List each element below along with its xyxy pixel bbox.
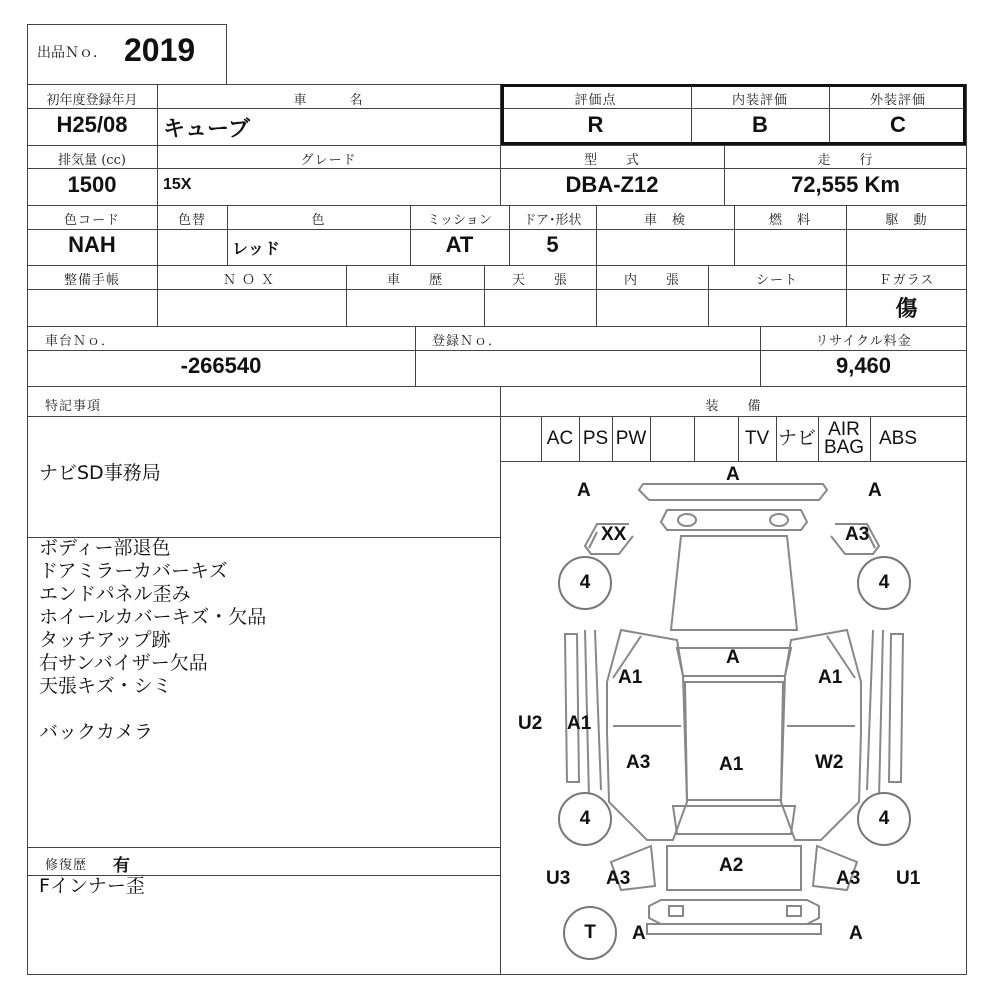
- chassis-value: -266540: [180, 353, 262, 378]
- note-line: ボディー部退色: [39, 537, 171, 559]
- inner-label: 内 張: [623, 273, 680, 288]
- mark-left-rear-door: A3: [626, 752, 651, 773]
- model-value: DBA-Z12: [565, 172, 659, 197]
- mark-rear-bumper-right: A: [849, 923, 863, 944]
- note-line: バックカメラ: [39, 721, 154, 743]
- drive-label: 駆 動: [885, 213, 928, 228]
- note-line: [39, 698, 266, 721]
- mileage-value: 72,555 Km: [791, 172, 900, 197]
- equipment-item: PS: [582, 428, 609, 449]
- color-value: レッド: [232, 239, 280, 258]
- chassis-label: 車台Ｎｏ．: [45, 334, 116, 349]
- model-label: 型 式: [583, 153, 640, 168]
- note-line: 天張キズ・シミ: [39, 675, 172, 697]
- mark-roof-front: A: [726, 647, 740, 668]
- mileage-label: 走 行: [817, 153, 874, 168]
- lot-label: 出品Ｎｏ．: [37, 45, 107, 61]
- note-line: タッチアップ跡: [39, 629, 171, 651]
- mark-right-fender: A3: [845, 524, 870, 545]
- equipment-item: ABS: [878, 428, 918, 449]
- fglass-label: Ｆガラス: [878, 273, 935, 288]
- displacement-label: 排気量 (cc): [58, 153, 126, 168]
- tire-front-right: 4: [857, 556, 911, 610]
- first-reg-value: H25/08: [56, 112, 128, 137]
- fuel-label: 燃 料: [768, 213, 811, 228]
- mark-rear-right-lamp: A3: [836, 868, 861, 889]
- equipment-item: ナビ: [777, 428, 816, 449]
- equipment-item: PW: [615, 428, 647, 449]
- equipment-header: 装 備: [705, 399, 762, 414]
- inspection-label: 車 検: [643, 213, 686, 228]
- score-label: 評価点: [574, 93, 617, 108]
- note-line: ドアミラーカバーキズ: [39, 560, 228, 582]
- recycle-label: リサイクル料金: [815, 334, 912, 349]
- mark-left-fender: XX: [601, 524, 627, 545]
- equipment-item: [501, 418, 541, 460]
- color-change-label: 色替: [177, 213, 206, 228]
- repair-value: 有: [113, 856, 130, 876]
- notes-main: [39, 537, 266, 744]
- mark-rear-left-lamp: A3: [606, 868, 631, 889]
- color-label: 色: [311, 213, 326, 228]
- notes-header: 特記事項: [45, 399, 102, 414]
- note-line: 右サンバイザー欠品: [39, 652, 208, 674]
- interior-value: B: [752, 112, 768, 137]
- mark-tailgate: A2: [719, 855, 744, 876]
- car-name-label: 車 名: [293, 93, 364, 108]
- nox-label: ＮＯＸ: [222, 273, 280, 288]
- equipment-item: AIR BAG: [823, 419, 865, 458]
- color-code-label: 色コード: [63, 213, 120, 228]
- maintenance-label: 整備手帳: [63, 273, 120, 288]
- mark-left-pillar: A1: [567, 713, 592, 734]
- repair-note-line: Fインナー歪: [39, 875, 145, 897]
- mark-rear-right-quarter: U1: [896, 868, 921, 889]
- mission-label: ミッション: [427, 213, 492, 228]
- front-bumper-shape: [639, 484, 827, 500]
- notes-top: [39, 462, 161, 485]
- fglass-value: 傷: [895, 296, 918, 322]
- history-label: 車 歴: [386, 273, 443, 288]
- right-body-side: [781, 630, 861, 840]
- lot-number: 2019: [124, 32, 196, 68]
- mission-value: AT: [445, 232, 474, 257]
- equipment-item: [650, 418, 694, 460]
- left-body-side: [607, 630, 687, 840]
- mark-rear-bumper-left: A: [632, 923, 646, 944]
- mark-roof: A1: [719, 754, 744, 775]
- mark-front-right-corner: A: [868, 480, 882, 501]
- rear-bumper-shape: [649, 900, 819, 924]
- mark-front-left-corner: A: [577, 480, 591, 501]
- mark-left-front-door: A1: [618, 667, 643, 688]
- grade-value: 15X: [163, 176, 192, 193]
- door-type-value: 5: [546, 232, 559, 257]
- equipment-item: AC: [546, 428, 574, 449]
- mark-right-rear-door: W2: [815, 752, 844, 773]
- seat-label: シート: [755, 273, 798, 288]
- hood-shape: [671, 536, 797, 630]
- ceiling-label: 天 張: [511, 273, 568, 288]
- mark-rear-left-quarter: U3: [546, 868, 571, 889]
- note-line: エンドパネル歪み: [39, 583, 191, 605]
- exterior-label: 外装評価: [869, 93, 926, 108]
- exterior-value: C: [890, 112, 906, 137]
- note-line: ナビSD事務局: [39, 462, 161, 484]
- repair-label: 修復歴: [45, 858, 88, 873]
- equipment-item: TV: [744, 428, 770, 449]
- repair-notes: [39, 875, 145, 898]
- tire-rear-left: 4: [558, 792, 612, 846]
- interior-label: 内装評価: [731, 93, 788, 108]
- displacement-value: 1500: [67, 172, 117, 197]
- equipment-item: [694, 418, 738, 460]
- color-code-value: NAH: [68, 232, 116, 257]
- recycle-value: 9,460: [835, 353, 892, 378]
- grade-label: グレード: [300, 153, 357, 168]
- tire-front-left: 4: [558, 556, 612, 610]
- score-value: R: [587, 112, 604, 137]
- door-type-label: ドア･形状: [523, 213, 582, 228]
- first-reg-label: 初年度登録年月: [46, 93, 138, 108]
- tire-rear-right: 4: [857, 792, 911, 846]
- spare-tire: T: [563, 906, 617, 960]
- mark-left-sill: U2: [518, 713, 543, 734]
- mark-right-front-door: A1: [818, 667, 843, 688]
- registration-label: 登録Ｎｏ．: [432, 334, 503, 349]
- mark-front-bumper: A: [726, 464, 740, 485]
- note-line: ホイールカバーキズ・欠品: [39, 606, 267, 628]
- car-name-value: キューブ: [163, 117, 250, 142]
